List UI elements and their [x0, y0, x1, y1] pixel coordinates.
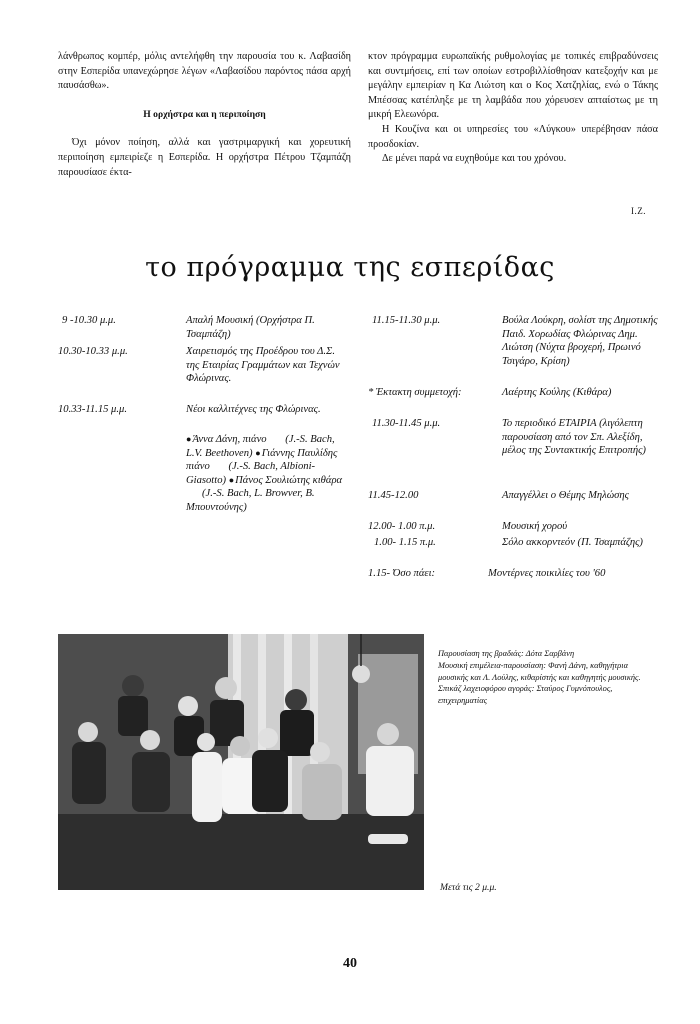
- article-paragraph: λάνθρωπος κομπέρ, μόλις αντελήφθη την παρουσία του κ. Λαβασίδη στην Εσπερίδα υπανεχώρησε λέγων «Λαβασίδου παρόντος πάσα αρχή παυσάσθω».: [58, 51, 351, 92]
- artist-name: ● Άννα Δάνη, πιάνο: [186, 434, 267, 445]
- program-item: Μουσική χορού: [502, 521, 568, 532]
- program-item: Το περιοδικό ΕΤΑΙΡΙΑ (λιγόλεπτη παρουσίαση από τον Σπ. Αλεξίδη, μέλος της Συντακτικής Επιτροπής): [502, 418, 646, 457]
- artist-name: ● Γιάννης Παυλίδης πιάνο: [186, 448, 337, 473]
- program-time: 11.30-11.45 μ.μ.: [372, 418, 441, 429]
- program-item: Χαιρετισμός της Προέδρου του Δ.Σ. της Εταιρίας Γραμμάτων και Τεχνών Φλώρινας.: [186, 346, 340, 385]
- artist-name: ● Πάνος Σουλιώτης κιθάρα: [229, 475, 342, 486]
- program-title: το πρόγραμμα της εσπερίδας: [145, 252, 555, 283]
- program-right-column: [368, 314, 666, 583]
- program-left-column: [58, 314, 350, 515]
- program-row: [58, 314, 350, 343]
- program-row: [368, 536, 666, 565]
- program-time: 11.45-12.00: [368, 490, 419, 501]
- program-time: 1.15- Όσο πάει:: [368, 568, 436, 579]
- program-row: [368, 520, 666, 534]
- program-item: Λαέρτης Κούλης (Κιθάρα): [502, 387, 612, 398]
- program-item: Σόλο ακκορντεόν (Π. Τσαμπάζης): [502, 537, 643, 548]
- artist-list: [186, 433, 350, 515]
- program-item: Απαλή Μουσική (Ορχήστρα Π. Τσαμπάζη): [186, 315, 315, 340]
- article-paragraph: Όχι μόνον ποίηση, αλλά και γαστριμαργική και χορευτική περιποίηση εμπειρίεζε η Εσπερίδα. Η ορχήστρα Πέτρου Τζαμπάζη παρουσίασε έκτα-: [58, 137, 351, 178]
- program-time: 11.15-11.30 μ.μ.: [372, 315, 441, 326]
- article-right-column: [368, 50, 658, 167]
- program-time: 10.33-11.15 μ.μ.: [58, 404, 127, 415]
- artist-repertoire: (J.-S. Bach, L. Browver, B. Μπουντούνης): [186, 488, 315, 513]
- program-row: [368, 417, 666, 487]
- program-row: [368, 386, 666, 415]
- credits-caption: [438, 648, 654, 707]
- program-time: 9 -10.30 μ.μ.: [62, 315, 116, 326]
- credit-lottery: Σπικάζ λαχειοφόρου αγοράς: Σταύρος Γυμνόπουλος, επιχειρηματίας: [438, 684, 613, 706]
- program-time: * Έκτακτη συμμετοχή:: [368, 387, 462, 398]
- program-time: 10.30-10.33 μ.μ.: [58, 346, 128, 357]
- artist-repertoire: (J.-S. Bach, L.V. Beethoven): [186, 434, 335, 459]
- page-number: 40: [343, 956, 357, 971]
- credit-music: Μουσική επιμέλεια-παρουσίαση: Φανή Δάνη, καθηγήτρια μουσικής και Λ. Λούλης, κιθαρίστής και καθηγητής μουσικής.: [438, 660, 641, 682]
- article-paragraph: Δε μένει παρά να ευχηθούμε και του χρόνου.: [382, 153, 567, 165]
- program-item: Απαγγέλλει ο Θέμης Μηλώσης: [502, 490, 629, 501]
- program-item: Νέοι καλλιτέχνες της Φλώρινας.: [186, 404, 321, 415]
- article-left-column: [58, 50, 351, 180]
- article-paragraph: Η Κουζίνα και οι υπηρεσίες του «Λύγκου» υπερέβησαν πάσα προσδοκίαν.: [368, 123, 658, 150]
- program-row: [368, 567, 666, 581]
- program-row: [58, 345, 350, 401]
- program-row: [368, 314, 666, 384]
- program-item: Μοντέρνες ποικιλίες του '60: [488, 568, 606, 579]
- program-row: [368, 489, 666, 518]
- credit-presentation: Παρουσίαση της βραδιάς: Δότα Σαρβάνη: [438, 649, 575, 658]
- program-row: [58, 403, 350, 431]
- section-subheading: Η ορχήστρα και η περιποίηση: [143, 108, 266, 120]
- group-photo: [58, 634, 424, 890]
- photo-caption: Μετά τις 2 μ.μ.: [440, 882, 497, 893]
- author-initials: Ι.Ζ.: [631, 206, 646, 216]
- artist-repertoire: (J.-S. Bach, Albioni-Giasotto): [186, 461, 316, 486]
- article-paragraph: κτον πρόγραμμα ευρωπαϊκής ρυθμολογίας με τοπικές επιβραδύνσεις και συντμήσεις, επί των οποίων εστροβιλλίσθησαν κατεξοχήν και με μεγάλην εμπειρίαν η Κα Λιώτση και ο Κος Χατζηλίας, ενώ ο Τάκης Μπέσσας κατέπληξε με τη λαμβάδα που χόρευσεν απταίστως με τη μικρή Ελεωνόρα.: [368, 51, 658, 121]
- program-item: Βούλα Λούκρη, σολίστ της Δημοτικής Παιδ. Χορωδίας Φλώρινας Δημ. Λιώτση (Νύχτα βροχερή, Πρωινό Τσιγάρο, Κρίση): [502, 315, 658, 367]
- program-time: 12.00- 1.00 π.μ.: [368, 521, 436, 532]
- group-photo-illustration: [58, 634, 424, 890]
- program-time: 1.00- 1.15 π.μ.: [374, 537, 436, 548]
